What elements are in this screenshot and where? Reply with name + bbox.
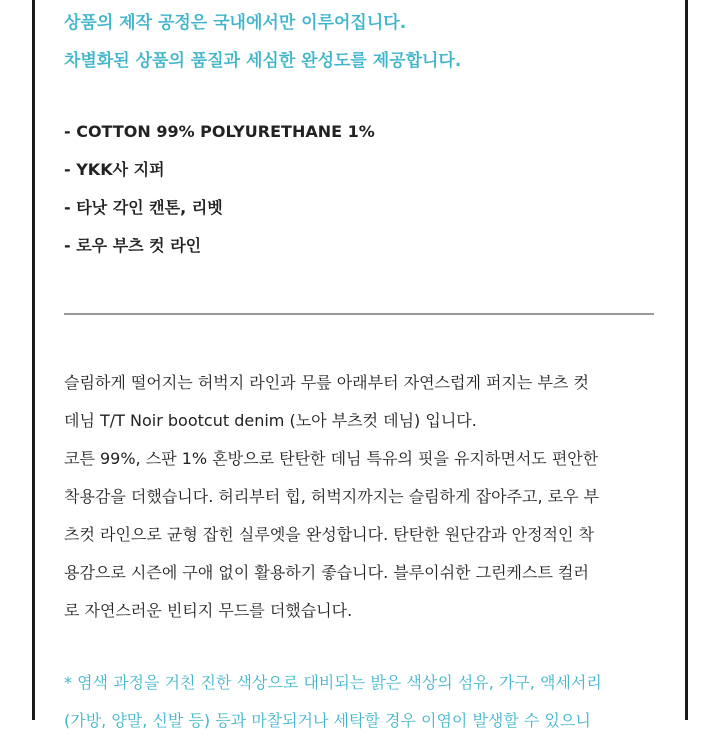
description-line: 츠컷 라인으로 균형 잡힌 실루엣을 완성합니다. 탄탄한 원단감과 안정적인 착 bbox=[64, 525, 594, 544]
description-line: 데님 T/T Noir bootcut denim (노아 부츠컷 데님) 입니다. bbox=[64, 411, 477, 430]
frame-right-border bbox=[685, 0, 688, 720]
feature-list bbox=[64, 113, 375, 265]
description-line: 로 자연스러운 빈티지 무드를 더했습니다. bbox=[64, 601, 353, 620]
feature-item: - 타낫 각인 캔톤, 리벳 bbox=[64, 198, 223, 217]
section-divider bbox=[64, 313, 654, 315]
care-notice bbox=[64, 664, 664, 740]
description-line: 착용감을 더했습니다. 허리부터 힙, 허벅지까지는 슬림하게 잡아주고, 로우 부 bbox=[64, 487, 600, 506]
frame-left-border bbox=[32, 0, 35, 720]
notice-line: * 염색 과정을 거친 진한 색상으로 대비되는 밝은 색상의 섬유, 가구, 액세서리 bbox=[64, 673, 602, 692]
intro-section bbox=[64, 4, 461, 80]
description-line: 슬림하게 떨어지는 허벅지 라인과 무릎 아래부터 자연스럽게 퍼지는 부츠 컷 bbox=[64, 373, 589, 392]
description-line: 코튼 99%, 스판 1% 혼방으로 탄탄한 데님 특유의 핏을 유지하면서도 편안한 bbox=[64, 449, 599, 468]
notice-line: (가방, 양말, 신발 등) 등과 마찰되거나 세탁할 경우 이염이 발생할 수 있으니 bbox=[64, 711, 591, 730]
feature-item: - YKK사 지퍼 bbox=[64, 160, 165, 179]
description-paragraph bbox=[64, 364, 658, 630]
description-line: 용감으로 시즌에 구애 없이 활용하기 좋습니다. 블루이쉬한 그린케스트 컬러 bbox=[64, 563, 589, 582]
intro-line: 차별화된 상품의 품질과 세심한 완성도를 제공합니다. bbox=[64, 51, 462, 71]
intro-line: 상품의 제작 공정은 국내에서만 이루어집니다. bbox=[64, 13, 407, 33]
feature-item: - COTTON 99% POLYURETHANE 1% bbox=[64, 122, 375, 141]
feature-item: - 로우 부츠 컷 라인 bbox=[64, 236, 202, 255]
